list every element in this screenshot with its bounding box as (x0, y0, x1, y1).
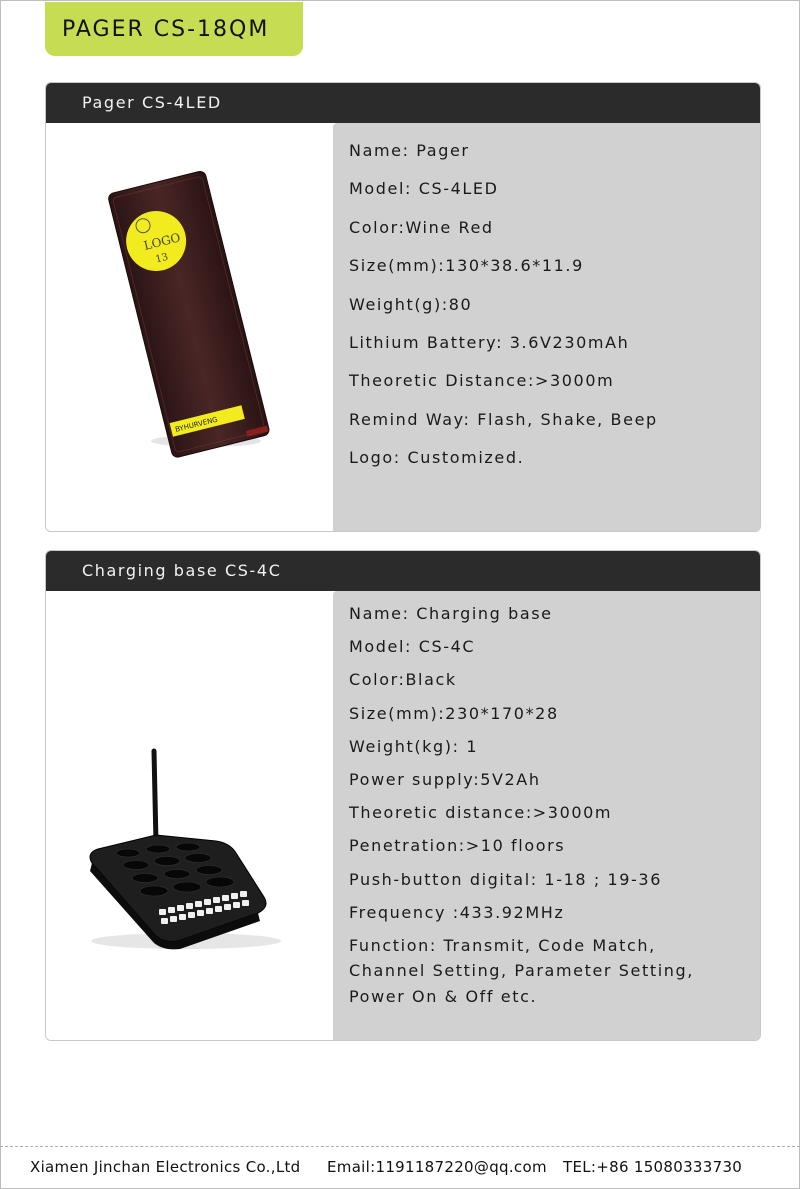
spec-item: Power supply:5V2Ah (349, 769, 541, 789)
footer (0, 1158, 800, 1178)
spec-item: Model: CS-4C (349, 637, 476, 657)
page-title-tab (45, 2, 303, 56)
logo-text: LOGO (142, 230, 182, 253)
pager-spec-list (349, 141, 658, 487)
spec-item: Weight(g):80 (349, 294, 473, 314)
spec-item: Remind Way: Flash, Shake, Beep (349, 409, 658, 429)
charging-base-spec-list (349, 604, 694, 1024)
footer-phone: TEL:+86 15080333730 (563, 1158, 743, 1176)
pager-section-header: Pager CS-4LED (46, 83, 760, 123)
spec-item: Penetration:>10 floors (349, 836, 566, 856)
spec-item: Color:Black (349, 670, 457, 690)
spec-item: Function: Transmit, Code Match, Channel Setting, Parameter Setting, Power On & Off etc. (349, 935, 694, 1006)
spec-item: Size(mm):230*170*28 (349, 703, 559, 723)
spec-item: Name: Charging base (349, 604, 553, 623)
charging-base-section-body (46, 591, 760, 1040)
spec-item: Name: Pager (349, 141, 470, 160)
pager-section (45, 82, 761, 532)
charging-base-image-panel (46, 591, 333, 1040)
pager-spec-panel (333, 123, 760, 531)
footer-company: Xiamen Jinchan Electronics Co.,Ltd (30, 1158, 301, 1176)
charging-base-device-image (46, 591, 333, 1040)
pager-device-image (46, 123, 333, 531)
spec-item: Weight(kg): 1 (349, 736, 479, 756)
brand-label-text: BYHURVENG (174, 415, 219, 434)
spec-item: Model: CS-4LED (349, 179, 499, 199)
spec-item: Logo: Customized. (349, 448, 525, 468)
spec-item: Frequency :433.92MHz (349, 902, 565, 922)
pager-image-panel (46, 123, 333, 531)
spec-item: Lithium Battery: 3.6V230mAh (349, 332, 630, 352)
pager-section-body (46, 123, 760, 531)
spec-item: Theoretic distance:>3000m (349, 803, 613, 823)
page-title: PAGER CS-18QM (62, 16, 270, 42)
spec-item: Push-button digital: 1-18 ; 19-36 (349, 869, 662, 889)
footer-divider (0, 1146, 800, 1147)
spec-item: Theoretic Distance:>3000m (349, 371, 615, 391)
spec-item: Size(mm):130*38.6*11.9 (349, 256, 584, 276)
footer-email: Email:1191187220@qq.com (327, 1158, 547, 1176)
spec-item: Color:Wine Red (349, 217, 494, 237)
antenna-icon (154, 751, 156, 843)
device-number-text: 13 (154, 251, 170, 266)
charging-base-section (45, 550, 761, 1041)
charging-base-spec-panel (333, 591, 760, 1040)
charging-base-section-header: Charging base CS-4C (46, 551, 760, 591)
